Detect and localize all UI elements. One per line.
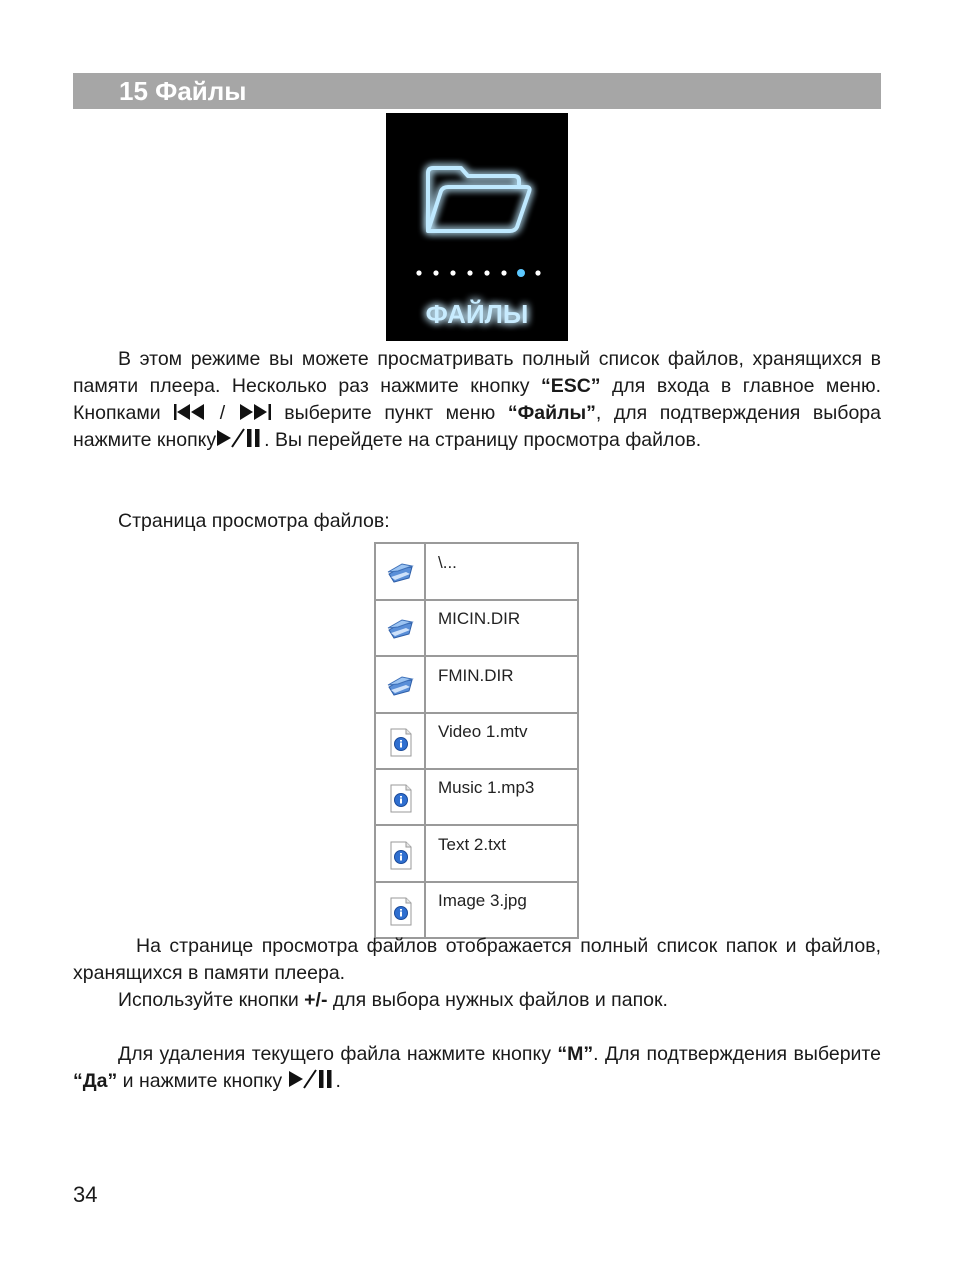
file-name: Image 3.jpg (438, 890, 527, 910)
section-header (73, 73, 881, 109)
page-dot (484, 270, 489, 275)
folder-icon (376, 600, 424, 655)
file-name: FMIN.DIR (438, 665, 514, 685)
folder-glow-icon (386, 113, 568, 341)
page-dots (416, 269, 540, 277)
page-dot (535, 270, 540, 275)
file-list-icon-cell (376, 713, 426, 768)
file-list-row[interactable] (376, 826, 577, 883)
file-name: Video 1.mtv (438, 721, 528, 741)
page-dot-active (517, 269, 525, 277)
file-info-icon (376, 713, 424, 768)
page-number: 34 (73, 1182, 98, 1207)
file-list-icon-cell (376, 657, 426, 712)
browser-caption: Страница просмотра файлов: (118, 510, 390, 532)
page-dot (450, 270, 455, 275)
next-button-icon (238, 402, 272, 422)
screen-label: ФАЙЛЫ (425, 299, 529, 329)
file-name: Text 2.txt (438, 834, 507, 854)
file-list-row[interactable] (376, 769, 577, 826)
file-list-icon-cell (376, 544, 426, 599)
page-dot (467, 270, 472, 275)
file-name: \... (438, 553, 457, 572)
play-pause-icon (288, 1068, 336, 1090)
file-list-icon-cell (376, 769, 426, 824)
file-list-row[interactable] (376, 713, 577, 770)
after-paragraph-2: Используйте кнопки +/- для выбора нужных файлов и папок. (118, 989, 668, 1011)
page-dot (416, 270, 421, 275)
file-name: Music 1.mp3 (438, 778, 535, 798)
file-list-icon-cell (376, 826, 426, 881)
section-title: 15 Файлы (119, 76, 247, 106)
folder-icon (376, 544, 424, 599)
page-dot (501, 270, 506, 275)
prev-button-icon (173, 402, 207, 422)
file-list-row[interactable] (376, 544, 577, 601)
after-paragraph-1: На странице просмотра файлов отображается полный список папок и файлов, хранящихся в памяти плеера. (73, 935, 881, 984)
file-list-row[interactable] (376, 600, 577, 657)
file-list-icon-cell (376, 600, 426, 655)
file-name: MICIN.DIR (438, 609, 521, 629)
play-pause-icon (216, 427, 264, 449)
file-list-icon-cell (376, 882, 426, 937)
file-list (374, 542, 579, 939)
after-paragraph-3: Для удаления текущего файла нажмите кнопку “M”. Для подтверждения выберите “Да” и нажмите кнопку . (73, 1043, 881, 1092)
file-info-icon (376, 826, 424, 881)
intro-paragraph: В этом режиме вы можете просматривать полный список файлов, хранящихся в памяти плеера. Несколько раз нажмите кнопку “ESC” для входа в главное меню. Кнопками / выберите пункт меню “Файлы”, для подтверждения выбора нажмите кнопку . Вы перейдете на страницу просмотра файлов. (73, 348, 881, 451)
file-list-row[interactable] (376, 882, 577, 939)
file-list-row[interactable] (376, 657, 577, 714)
file-info-icon (376, 882, 424, 937)
page-dot (433, 270, 438, 275)
file-info-icon (376, 769, 424, 824)
player-screen (386, 113, 568, 341)
folder-icon (376, 657, 424, 712)
